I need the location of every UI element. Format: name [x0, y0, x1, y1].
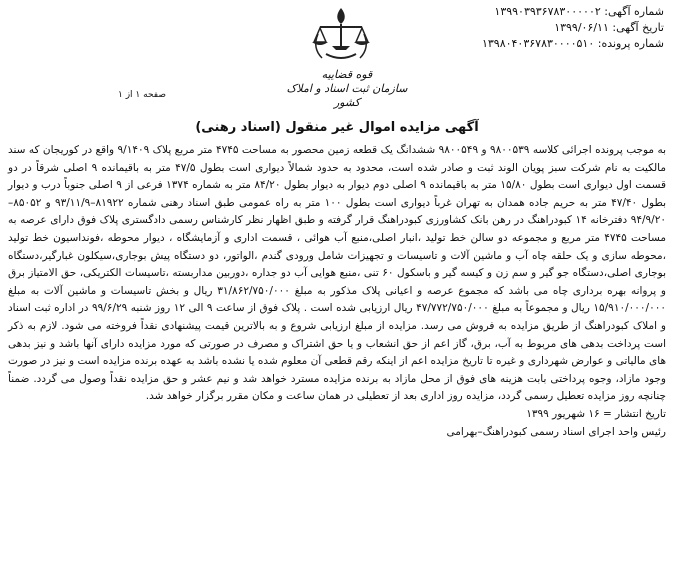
org-line-1: قوه قضاییه [321, 68, 373, 81]
publish-date: تاریخ انتشار = ۱۶ شهریور ۱۳۹۹ [526, 407, 666, 420]
ad-number: شماره آگهی: ۱۳۹۹۰۳۹۳۶۷۸۳۰۰۰۰۰۲ [494, 5, 664, 18]
judiciary-emblem-icon [306, 4, 376, 66]
organization-name [272, 68, 422, 110]
notice-text: به موجب پرونده اجرائی کلاسه ۹۸۰۰۵۳۹ و ۹۸۰۰۵۴۹ ششدانگ یک قطعه زمین محصور به مساحت ۴۷۴۵ متر مربع پلاک ۹/۱۴۰۹ واقع در کوریجان که سند مالکیت به نام شرکت سبز پویان الوند ثبت و صادر شده است، محدود به حدود شمالاً دیواری است بطول ۴۷/۵ متر به باقیمانده ۹ اصلی شرقاً در دو قسمت اول دیواری است بطول ۱۵/۸۰ متر به باقیمانده ۹ اصلی دوم دیوار به دیوار بطول ۸۴/۲۰ متر به شماره ۱۳۷۴ فرعی از ۹ اصلی جنوباً درب و دیوار بطول ۴۷/۴۰ متر به حریم جاده همدان به تهران غرباً دیواری است بطول ۱۰۰ متر به راه عمومی طبق اسناد رهنی شماره ۸۱۹۲۲–۹۳/۱۱/۹ و ۸۵۰۵۲–۹۴/۹/۲۰ دفترخانه ۱۴ کبودراهنگ در رهن بانک کشاورزی کبودراهنگ قرار گرفته و طبق اظهار نظر کارشناس رسمی دادگستری پلاک فوق دارای عرصه به مساحت ۴۷۴۵ متر مربع و مجموعه دو سالن خط تولید ،انبار اصلی،منبع آب هوائی ، قسمت اداری و آزمایشگاه ، دیوار محوطه ،فونداسیون خط تولید ،محوطه سازی و یک حلقه چاه آب و ماشین آلات و تاسیسات و تجهیزات شامل ورودی گندم ،الواتور، دو دستگاه پیش بوجاری،سیکلون غبارگیر،دستگاه بوجاری اصلی،دستگاه جو گیر و سم زن و کیسه گیر و باسکول ۶۰ تنی ،منبع هوایی آب دو جداره ،دوربین مداربسته ،تاسیسات الکتریکی، حق الامتیاز برق و پروانه بهره برداری چاه می باشد که مجموع عرصه و اعیانی پلاک مذکور به مبلغ ۳۱/۸۶۲/۷۵۰/۰۰۰ ریال و بخش تاسیسات و ماشین آلات به مبلغ ۱۵/۹۱۰/۰۰۰/۰۰۰ ریال و مجموعاً به مبلغ ۴۷/۷۷۲/۷۵۰/۰۰۰ ریال ارزیابی شده است . پلاک فوق از ساعت ۹ الی ۱۲ روز شنبه ۹۹/۶/۲۹ در اداره ثبت اسناد و املاک کبودراهنگ از طریق مزایده به فروش می رسد. مزایده از مبلغ ارزیابی شروع و به بالاترین قیمت پیشنهادی نقداً فروخته می شود. لازم به ذکر است پرداخت بدهی های مربوط به آب، برق، گاز اعم از حق انشعاب و یا حق اشتراک و مصرف در صورتی که مورد مزایده دارای آنها باشد و نیز بدهی های مالیاتی و عوارض شهرداری و غیره تا تاریخ مزایده اعم از اینکه رقم قطعی آن معلوم شده یا نشده باشد به عهده برنده مزایده است و نیز در صورت وجود مازاد، وجوه پرداختی بابت هزینه های فوق از محل مازاد به برنده مزایده مسترد خواهد شد و نیم عشر و حق مزایده نقداً وصول می گردد. ضمناً چنانچه روز مزایده تعطیل رسمی گردد، مزایده روز اداری بعد از تعطیلی در همان ساعت و مکان مقرر برگزار خواهد شد. [8, 144, 667, 403]
case-number: شماره پرونده: ۱۳۹۸۰۴۰۳۶۷۸۳۰۰۰۰۵۱۰ [481, 37, 664, 50]
page-number: صفحه ۱ از ۱ [118, 90, 166, 100]
notice-title: آگهی مزایده اموال غیر منقول (اسناد رهنی) [195, 120, 479, 135]
ad-date: تاریخ آگهی: ۱۳۹۹/۰۶/۱۱ [554, 21, 664, 34]
notice-meta [434, 4, 664, 52]
org-line-2: سازمان ثبت اسناد و املاک کشور [286, 82, 408, 109]
notice-body [8, 142, 666, 441]
signature: رئیس واحد اجرای اسناد رسمی کبودراهنگ–بهرامی [446, 425, 666, 438]
